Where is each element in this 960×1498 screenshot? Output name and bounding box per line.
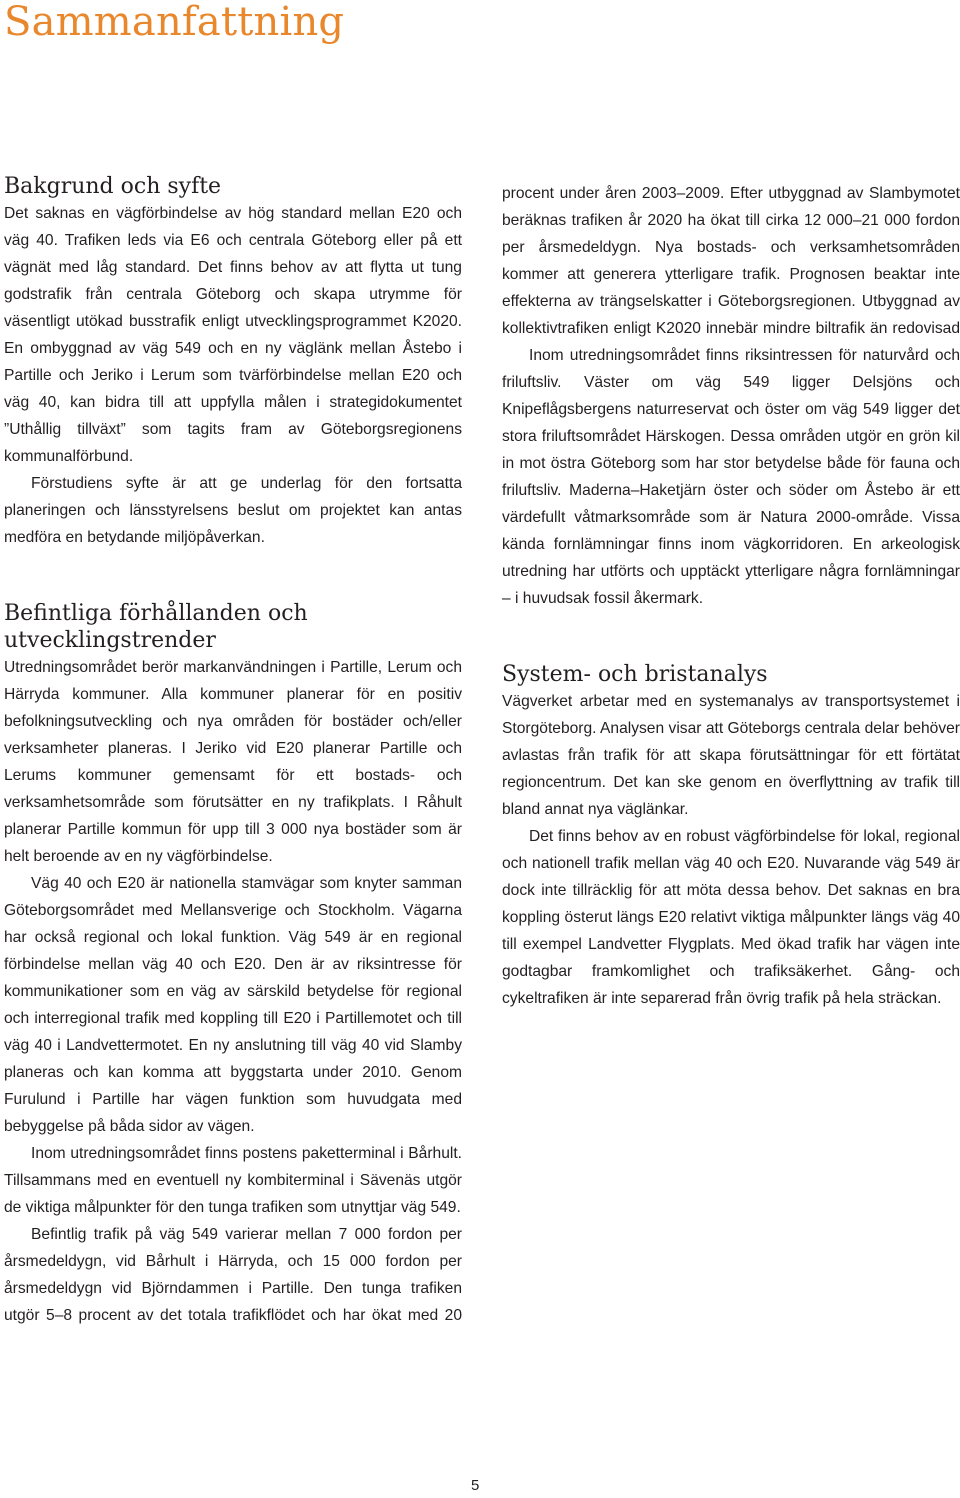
system-paragraph-2: Det finns behov av en robust vägförbindelse för lokal, regional och nationell trafik mellan väg 40 och E20. Nuvarande väg 549 är dock inte tillräcklig för att möta dessa behov. Det saknas en bra koppling österut längs E20 relativt viktiga målpunkter längs väg 40 till exempel Landvetter Flygplats. Med ökad trafik har vägen inte godtagbar framkomlighet och trafiksäkerhet. Gång- och cykeltrafiken är inte separerad från övrig trafik på hela sträckan. bbox=[502, 828, 960, 1007]
section-heading-befintliga: Befintliga förhållanden och utvecklingstrender bbox=[4, 601, 308, 653]
befintliga-paragraph-4-flow: procent under åren 2003–2009. Efter utbyggnad av Slambymotet beräknas trafiken år 2020 ha ökat till cirka 12 000–21 000 fordon per årsmedeldygn. Nya bostads- och verksamhetsområden kommer att generera ytterligare trafik. Prognosen beaktar inte effekterna av trängselskatter i Göteborgsregionen. Utbyggnad av kollektivtrafiken enligt K2020 innebär mindre biltrafik än redovisad bbox=[502, 185, 960, 337]
page-number: 5 bbox=[471, 1477, 480, 1494]
befintliga-paragraph-1: Utredningsområdet berör markanvändningen i Partille, Lerum och Härryda kommuner. Alla kommuner planerar för en positiv befolkningsutveckling och nya områden för bostäder och/eller verksamheter planeras. I Jeriko vid E20 planerar Partille och Lerums kommuner gemensamt för ett bostads- och verksamhetsområde som förutsätter en ny trafikplats. I Råhult planerar Partille kommun för upp till 3 000 nya bostäder som är helt beroende av en ny vägförbindelse. bbox=[4, 659, 462, 865]
left-column bbox=[4, 170, 462, 1329]
befintliga-paragraph-4-continued bbox=[502, 180, 960, 342]
befintliga-paragraph-5: Inom utredningsområdet finns riksintressen för naturvård och friluftsliv. Väster om väg 549 ligger Delsjöns och Knipeflågsbergens naturreservat och öster om väg 549 ligger det stora friluftsområdet Härskogen. Dessa områden utgör en grön kil in mot östra Göteborg som har stor betydelse både för fauna och friluftsliv. Maderna–Haketjärn öster och söder om Åstebo är ett värdefullt våtmarksområde som är Natura 2000-område. Vissa kända fornlämningar finns inom vägkorridoren. En arkeologisk utredning har utförts och upptäckt ytterligare några fornlämningar – i huvudsak fossil åkermark. bbox=[502, 347, 960, 607]
section-heading-bakgrund: Bakgrund och syfte bbox=[4, 174, 222, 199]
system-paragraph-1: Vägverket arbetar med en systemanalys av transportsystemet i Storgöteborg. Analysen visar att Göteborgs centrala delar behöver avlastas från trafik för att skapa förutsättningar för ett förtätat regioncentrum. Det kan ske genom en överflyttning av trafik till bland annat nya väglänkar. bbox=[502, 693, 960, 818]
bakgrund-paragraph-2: Förstudiens syfte är att ge underlag för den fortsatta planeringen och länsstyrelsens beslut om projektet kan antas medföra en betydande miljöpåverkan. bbox=[4, 475, 462, 546]
befintliga-paragraph-2: Väg 40 och E20 är nationella stamvägar som knyter samman Göteborgsområdet med Mellansverige och Stockholm. Vägarna har också regional och lokal funktion. Väg 549 är en regional förbindelse mellan väg 40 och E20. Den är av riksintresse för kommunikationer som en väg av särskild betydelse för regional och interregional trafik med koppling till E20 i Partillemotet och till väg 40 i Landvettermotet. En ny anslutning till väg 40 vid Slamby planeras och kan komma att byggstarta under 2010. Genom Furulund i Partille har vägen funktion som huvudgata med bebyggelse på båda sidor av vägen. bbox=[4, 875, 462, 1135]
befintliga-paragraph-3: Inom utredningsområdet finns postens paketterminal i Bårhult. Tillsammans med en eventuell ny kombiterminal i Sävenäs utgör de viktiga målpunkter för den tunga trafiken som utnyttjar väg 549. bbox=[4, 1145, 462, 1216]
bakgrund-paragraph-1: Det saknas en vägförbindelse av hög standard mellan E20 och väg 40. Trafiken leds via E6 och centrala Göteborg eller på ett vägnät med låg standard. Det finns behov av att flytta ut tung godstrafik från centrala Göteborg och skapa utrymme för väsentligt utökad busstrafik enligt utvecklingsprogrammet K2020. En ombyggnad av väg 549 och en ny väglänk mellan Åstebo i Partille och Jeriko i Lerum som tvärförbindelse mellan E20 och väg 40, kan bidra till att uppfylla målen i strategidokumentet ”Uthållig tillväxt” som tagits fram av Göteborgsregionens kommunalförbund. bbox=[4, 205, 462, 465]
befintliga-paragraph-4: Befintlig trafik på väg 549 varierar mellan 7 000 fordon per årsmedeldygn, vid Bårhult i Härryda, och 15 000 fordon per årsmedeldygn vid Björndammen i Partille. Den tunga trafiken utgör 5–8 procent av det totala trafikflödet och har ökat med 20 bbox=[4, 1226, 462, 1324]
section-heading-system: System- och bristanalys bbox=[502, 662, 768, 687]
page-title: Sammanfattning bbox=[4, 0, 345, 45]
right-column bbox=[502, 180, 960, 1012]
